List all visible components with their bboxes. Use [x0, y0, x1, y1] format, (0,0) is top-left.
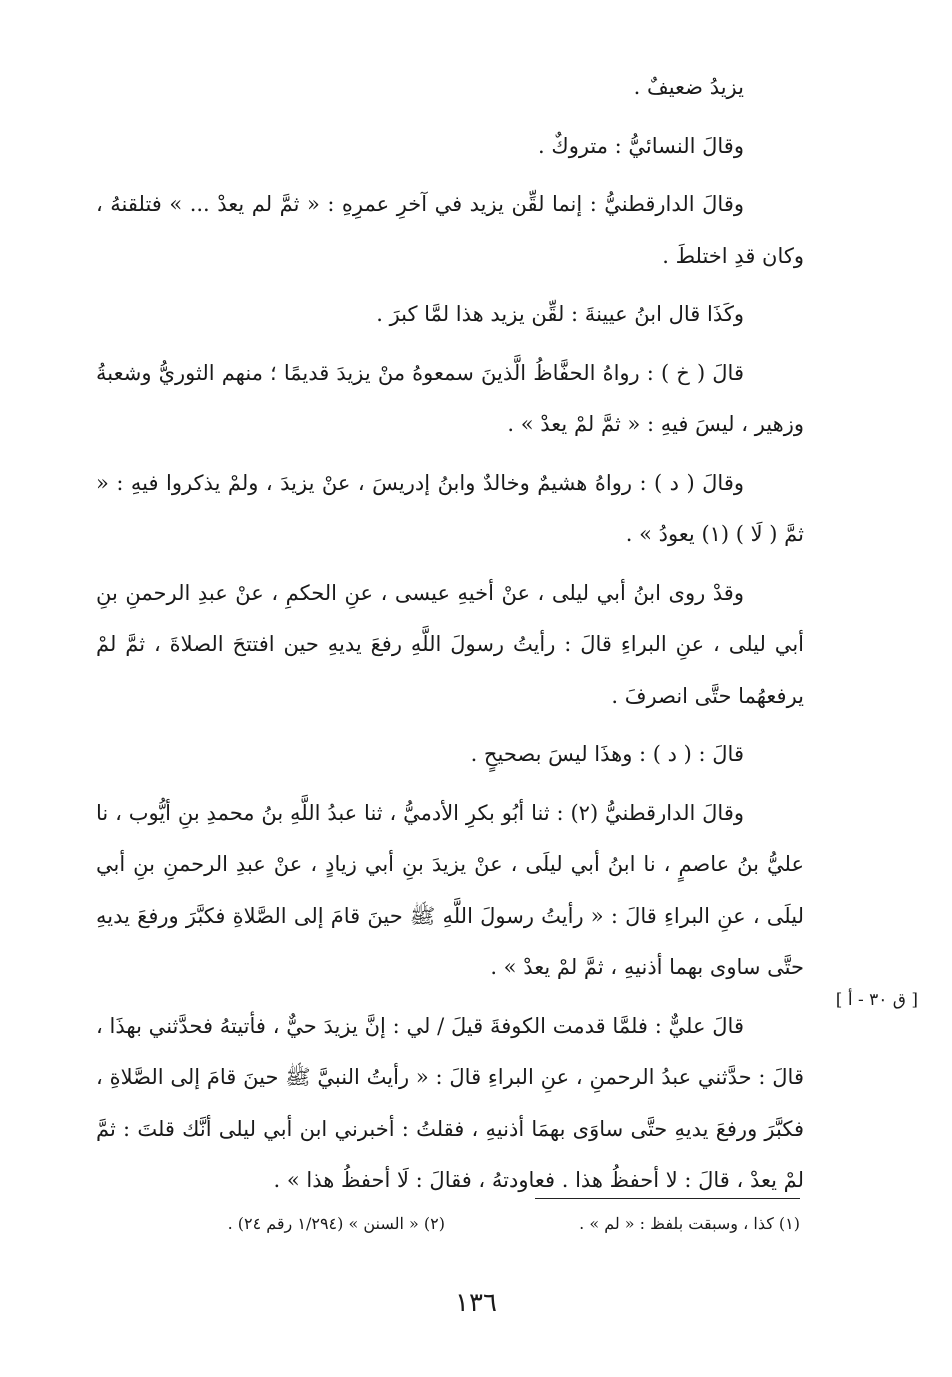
page-number: ١٣٦	[455, 1288, 497, 1318]
footnote-divider	[535, 1198, 800, 1199]
paragraph-3: وقالَ الدارقطنيُّ : إنما لقِّن يزيد في آخرِ عمرِهِ : « ثمَّ لم يعدْ ... » فتلقنهُ ، وكان قدِ اختلطَ .	[96, 192, 804, 268]
main-text-block	[96, 62, 804, 1211]
paragraph-1: يزيدُ ضعيفٌ .	[633, 75, 744, 99]
paragraph-4: وكَذَا قال ابنُ عيينةَ : لقِّن يزيد هذا لمَّا كبرَ .	[376, 302, 744, 326]
footnote-1: (١) كذا ، وسبقت بلفظ : « لم » .	[579, 1214, 800, 1233]
paragraph-6: وقالَ ( د ) : رواهُ هشيمٌ وخالدٌ وابنُ إدريسَ ، عنْ يزيدَ ، ولمْ يذكروا فيهِ : « ثمَّ ( لَا ) (١) يعودُ » .	[96, 470, 804, 546]
footnote-2: (٢) « السنن » (١/٢٩٤ رقم ٢٤) .	[227, 1214, 445, 1233]
paragraph-9: وقالَ الدارقطنيُّ (٢) : ثنا أبُو بكرِ الأدميُّ ، ثنا عبدُ اللَّهِ بنُ محمدِ بنِ أيُّوب ، نا عليُّ بنُ عاصمٍ ، نا ابنُ أبي ليلَى ، عنْ يزيدَ بنِ أبي زيادٍ ، عنْ عبدِ الرحمنِ بنِ أبي ليلَى ، عنِ البراءِ قالَ : « رأيتُ رسولَ اللَّهِ ﷺ حينَ قامَ إلى الصَّلاةِ فكبَّرَ ورفعَ يديهِ حتَّى ساوى بهما أذنيهِ ، ثمَّ لمْ يعدْ » .	[96, 800, 804, 979]
paragraph-2: وقالَ النسائيُّ : متروكٌ .	[538, 133, 744, 158]
paragraph-8: قالَ : ( د ) : وهذَا ليسَ بصحيحٍ .	[470, 742, 744, 766]
paragraph-5: قالَ ( خ ) : رواهُ الحفَّاظُ الَّذينَ سمعوهُ منْ يزيدَ قديمًا ؛ منهم الثوريُّ وشعبةُ وزهير ، ليسَ فيهِ : « ثمَّ لمْ يعدْ » .	[96, 360, 804, 436]
paragraph-7: وقدْ روى ابنُ أبي ليلى ، عنْ أخيهِ عيسى ، عنِ الحكمِ ، عنْ عبدِ الرحمنِ بنِ أبي ليلى ، عنِ البراءِ قالَ : رأيتُ رسولَ اللَّهِ رفعَ يديهِ حين افتتحَ الصلاةَ ، ثمَّ لمْ يرفعهُما حتَّى انصرفَ .	[96, 580, 804, 708]
paragraph-10: قالَ عليٌّ : فلمَّا قدمت الكوفةَ قيلَ / لي : إنَّ يزيدَ حيٌّ ، فأتيتهُ فحدَّثني بهذَا ، قالَ : حدَّثني عبدُ الرحمنِ ، عنِ البراءِ قالَ : « رأيتُ النبيَّ ﷺ حينَ قامَ إلى الصَّلاةِ ، فكبَّرَ ورفعَ يديهِ حتَّى ساوَى بهمَا أذنيهِ ، فقلتُ : أخبرني ابن أبي ليلى أنَّك قلتَ : ثمَّ لمْ يعدْ ، قالَ : لا أحفظُ هذا . فعاودتهُ ، فقالَ : لَا أحفظُ هذا » .	[96, 1013, 804, 1192]
manuscript-folio-marker: [ ق ٣٠ - أ ]	[835, 990, 918, 1010]
